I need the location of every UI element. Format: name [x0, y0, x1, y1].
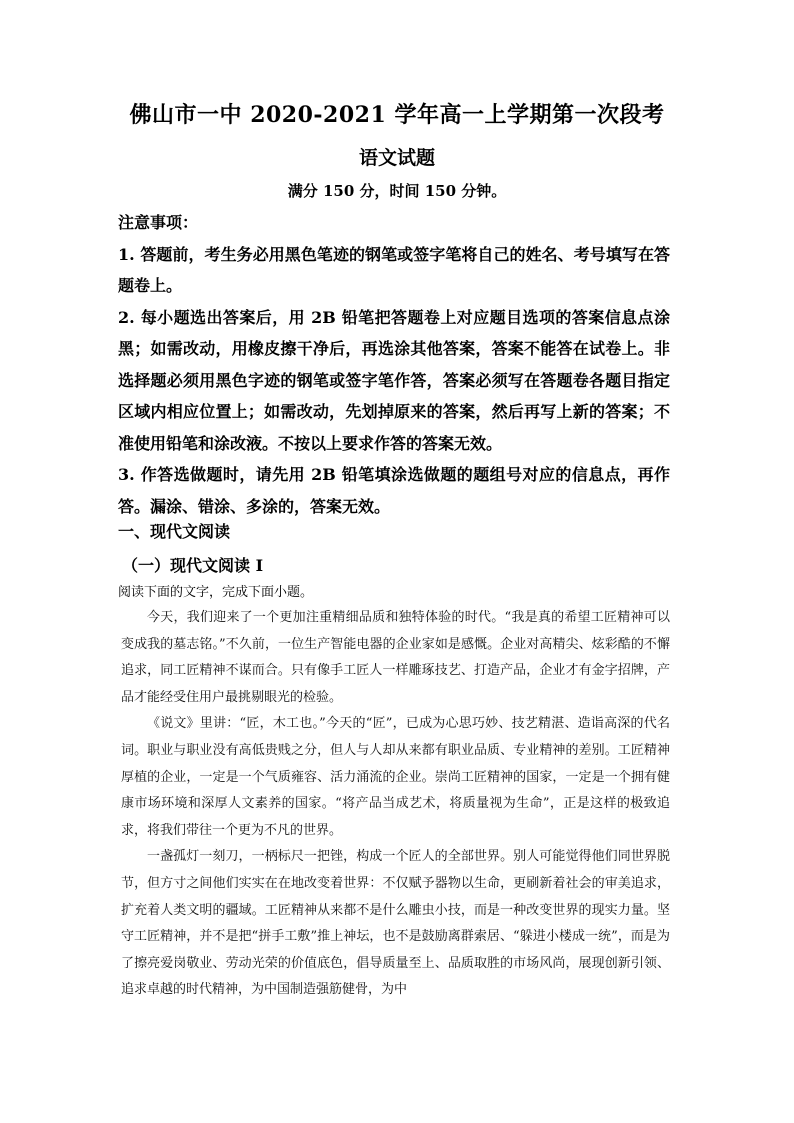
notice-item-3: 3. 作答选做题时，请先用 2B 铅笔填涂选做题的题组号对应的信息点，再作答。漏涂、错涂、多涂的，答案无效。 [118, 465, 670, 516]
score-time-line: 满分 150 分，时间 150 分钟。 [287, 182, 507, 200]
reading-instruction: 阅读下面的文字，完成下面小题。 [118, 585, 314, 600]
exam-title: 佛山市一中 2020-2021 学年高一上学期第一次段考 [129, 102, 665, 128]
reading-passage [121, 605, 670, 1004]
exam-subject-title: 语文试题 [358, 147, 435, 169]
section-subheading: （一）现代文阅读 I [122, 556, 264, 575]
notice-item-2: 2. 每小题选出答案后，用 2B 铅笔把答题卷上对应题目选项的答案信息点涂黑；如需改动，用橡皮擦干净后，再选涂其他答案，答案不能答在试卷上。非选择题必须用黑色字迹的钢笔或签字笔作答，答案必须写在答题卷各题目指定区域内相应位置上；如需改动，先划掉原来的答案，然后再写上新的答案；不准使用铅笔和涂改液。不按以上要求作答的答案无效。 [118, 307, 670, 453]
notice-item-1: 1. 答题前，考生务必用黑色笔迹的钢笔或签字笔将自己的姓名、考号填写在答题卷上。 [118, 244, 670, 295]
notice-block [118, 207, 670, 522]
passage-paragraph-3: 一盏孤灯一刻刀，一柄标尺一把锉，构成一个匠人的全部世界。别人可能觉得他们同世界脱节，但方寸之间他们实实在在地改变着世界：不仅赋予器物以生命，更刷新着社会的审美追求，扩充着人类文明的疆域。工匠精神从来都不是什么雕虫小技，而是一种改变世界的现实力量。坚守工匠精神，并不是把“拼手工敷”推上神坛，也不是鼓励离群索居、“躲进小楼成一统”，而是为了擦亮爱岗敬业、劳动光荣的价值底色，倡导质量至上、品质取胜的市场风尚，展现创新引领、追求卓越的时代精神，为中国制造强筋健骨，为中 [121, 849, 670, 998]
notice-heading: 注意事项： [118, 213, 199, 232]
section-heading: 一、现代文阅读 [118, 522, 231, 541]
passage-paragraph-2: 《说文》里讲：“匠，木工也。”今天的“匠”，已成为心思巧妙、技艺精湛、造诣高深的代名词。职业与职业没有高低贵贱之分，但人与人却从来都有职业品质、专业精神的差别。工匠精神厚植的企业，一定是一个气质雍容、活力涌流的企业。崇尚工匠精神的国家，一定是一个拥有健康市场环境和深厚人文素养的国家。“将产品当成艺术，将质量视为生命”，正是这样的极致追求，将我们带往一个更为不凡的世界。 [121, 716, 670, 838]
passage-paragraph-1: 今天，我们迎来了一个更加注重精细品质和独特体验的时代。“我是真的希望工匠精神可以变成我的墓志铭。”不久前，一位生产智能电器的企业家如是感慨。企业对高精尖、炫彩酷的不懈追求，同工匠精神不谋而合。只有像手工匠人一样雕琢技艺、打造产品，企业才有金字招牌，产品才能经受住用户最挑剔眼光的检验。 [121, 610, 670, 705]
